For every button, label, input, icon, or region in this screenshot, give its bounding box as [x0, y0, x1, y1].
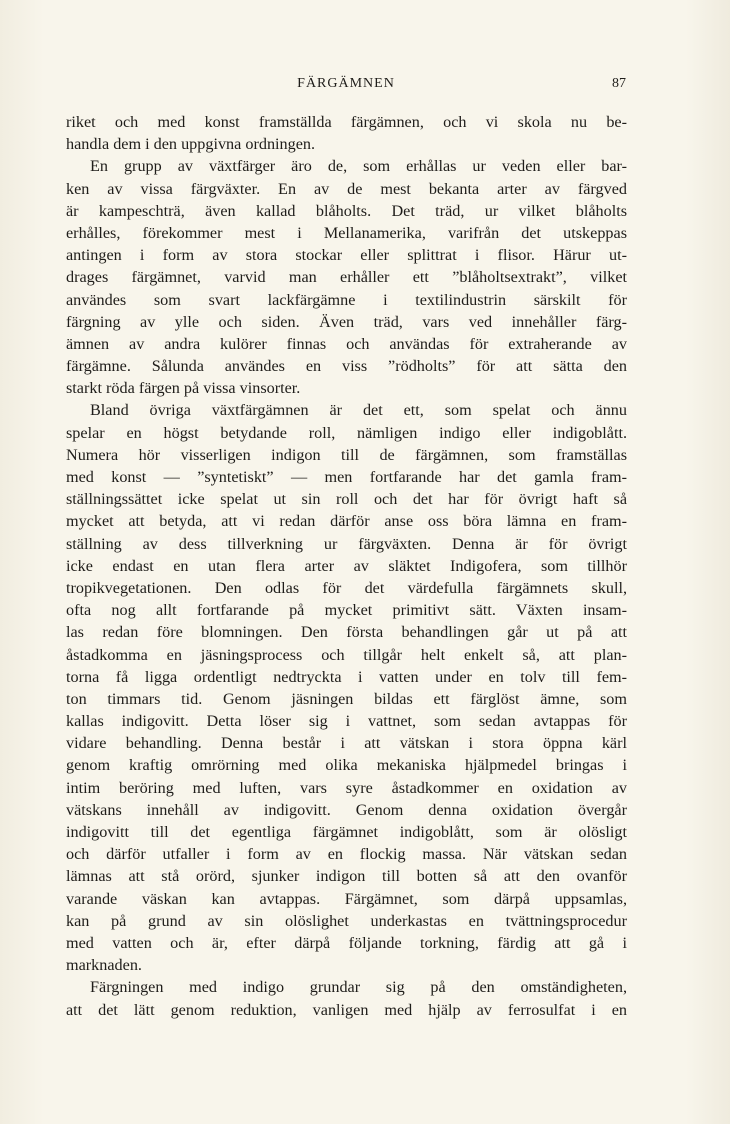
text-line: Numera hör visserligen indigon till de färgämnen, som framställas — [66, 445, 627, 464]
text-line: handla dem i den uppgivna ordningen. — [66, 135, 316, 154]
text-line: att det lätt genom reduktion, vanligen med hjälp av ferrosulfat i en — [66, 1000, 627, 1019]
body-text — [66, 111, 627, 1021]
text-line: marknaden. — [66, 956, 142, 975]
text-line: icke endast en utan flera arter av släktet Indigofera, som tillhör — [66, 556, 627, 575]
text-line: är kampeschträ, även kallad blåholts. Det träd, ur vilket blåholts — [66, 201, 627, 220]
text-line: användes som svart lackfärgämne i textilindustrin särskilt för — [66, 290, 627, 309]
text-line: ken av vissa färgväxter. En av de mest bekanta arter av färgved — [66, 179, 627, 198]
text-line: med vatten och är, efter därpå följande torkning, färdig att gå i — [66, 933, 627, 952]
text-line: Bland övriga växtfärgämnen är det ett, som spelat och ännu — [90, 401, 627, 420]
text-line: intim beröring med luften, vars syre åstadkommer en oxidation av — [66, 778, 627, 797]
running-head — [66, 76, 626, 100]
text-line: drages färgämnet, varvid man erhåller ett ”blåholtsextrakt”, vilket — [66, 268, 627, 287]
text-line: starkt röda färgen på vissa vinsorter. — [66, 379, 301, 398]
text-line: kallas indigovitt. Detta löser sig i vattnet, som sedan avtappas för — [66, 712, 627, 731]
text-line: vidare behandling. Denna består i att vätskan i stora öppna kärl — [66, 734, 627, 753]
text-line: ställning av dess tillverkning ur färgväxten. Denna är för övrigt — [66, 534, 627, 553]
text-line: spelar en högst betydande roll, nämligen indigo eller indigoblått. — [66, 423, 627, 442]
text-line: riket och med konst framställda färgämnen, och vi skola nu be- — [66, 113, 627, 131]
text-line: ofta nog allt fortfarande på mycket primitivt sätt. Växten insam- — [66, 601, 627, 620]
text-line: genom kraftig omrörning med olika mekaniska hjälpmedel bringas i — [66, 756, 627, 775]
text-line: kan på grund av sin olöslighet underkastas en tvättningsprocedur — [66, 911, 627, 930]
text-line: varande väskan kan avtappas. Färgämnet, som därpå uppsamlas, — [66, 889, 627, 908]
text-line: vätskans innehåll av indigovitt. Genom denna oxidation övergår — [66, 800, 627, 819]
text-line: En grupp av växtfärger äro de, som erhållas ur veden eller bar- — [90, 157, 627, 176]
text-line: mycket att betyda, att vi redan därför anse oss böra lämna en fram- — [66, 512, 627, 531]
text-line: las redan före blomningen. Den första behandlingen går ut på att — [66, 623, 627, 642]
text-line: färgning av ylle och siden. Även träd, vars ved innehåller färg- — [66, 312, 627, 331]
text-line: färgämne. Sålunda användes en viss ”rödholts” för att sätta den — [66, 357, 627, 376]
text-line: indigovitt till det egentliga färgämnet indigoblått, som är olösligt — [66, 823, 627, 841]
text-line: ställningssättet icke spelat ut sin roll och det har för övrigt haft så — [66, 490, 627, 509]
text-line: antingen i form av stora stockar eller splittrat i flisor. Härur ut- — [66, 246, 627, 265]
text-line: Färgningen med indigo grundar sig på den omständigheten, — [90, 978, 627, 997]
text-line: med konst — ”syntetiskt” — men fortfarande har det gamla fram- — [66, 468, 627, 486]
running-title: FÄRGÄMNEN — [297, 76, 395, 91]
text-line: lämnas att stå orörd, sjunker indigon till botten så att den ovanför — [66, 867, 627, 886]
text-line: och därför utfaller i form av en flockig massa. När vätskan sedan — [66, 845, 627, 864]
text-line: åstadkomma en jäsningsprocess och tillgår helt enkelt så, att plan- — [66, 645, 627, 664]
text-line: erhålles, förekommer mest i Mellanamerika, varifrån det utskeppas — [66, 223, 627, 242]
text-line: torna få ligga ordentligt nedtryckta i vatten under en tolv till fem- — [66, 667, 627, 686]
page-number: 87 — [612, 76, 626, 91]
text-line: tropikvegetationen. Den odlas för det värdefulla färgämnets skull, — [66, 578, 627, 597]
text-line: ämnen av andra kulörer finnas och användas för extraherande av — [66, 334, 627, 353]
text-line: ton timmars tid. Genom jäsningen bildas ett färglöst ämne, som — [66, 689, 627, 708]
